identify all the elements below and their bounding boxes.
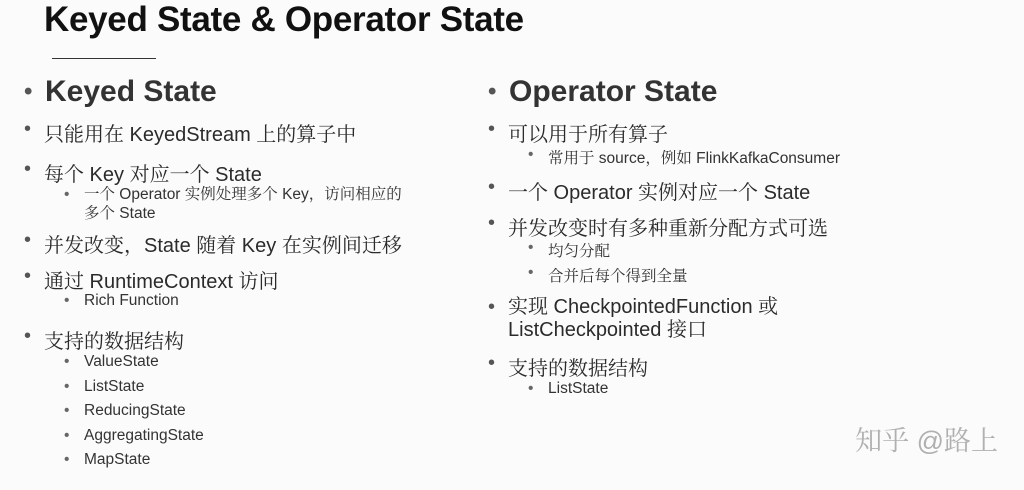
- bullet-icon: •: [528, 239, 534, 256]
- bullet-icon: •: [24, 325, 32, 347]
- sub-list-item-text: AggregatingState: [84, 426, 204, 444]
- bullet-icon: •: [488, 352, 496, 374]
- sub-list-item-text: Rich Function: [84, 292, 179, 309]
- list-item: [24, 229, 494, 265]
- list-item-text: 支持的数据结构: [508, 358, 648, 380]
- sub-list-item-text: 一个 Operator 实例处理多个 Key，访问相应的 多个 State: [84, 186, 402, 222]
- watermark: 知乎 @路上: [855, 426, 998, 456]
- bullet-icon: •: [64, 377, 70, 395]
- sub-list-item: [64, 402, 494, 427]
- sub-list-item: [528, 264, 1008, 296]
- list-item-text: 支持的数据结构: [44, 331, 184, 353]
- list-item-text: 可以用于所有算子: [508, 124, 668, 146]
- sub-list-item-text: ListState: [84, 377, 145, 395]
- bullet-icon: •: [24, 229, 32, 251]
- list-item-text: 实现 CheckpointedFunction 或 ListCheckpointed 接口: [508, 296, 779, 341]
- sub-list-item: [528, 239, 1008, 264]
- bullet-icon: •: [488, 78, 497, 105]
- sub-list-item: [64, 378, 494, 403]
- list-item: [488, 296, 1008, 352]
- bullet-icon: •: [488, 118, 496, 140]
- bullet-icon: •: [488, 212, 496, 234]
- list-item-text: 只能用在 KeyedStream 上的算子中: [44, 124, 357, 146]
- sub-list-item: [64, 292, 494, 325]
- sub-list-item: [528, 146, 1008, 176]
- list-item: [24, 265, 494, 292]
- operator-state-heading-text: Operator State: [509, 75, 718, 108]
- bullet-icon: •: [64, 426, 70, 444]
- title-underline: [52, 58, 156, 59]
- bullet-icon: •: [64, 186, 70, 203]
- sub-list-item-text: MapState: [84, 451, 151, 468]
- list-item-text: 通过 RuntimeContext 访问: [44, 271, 279, 293]
- list-item: [488, 176, 1008, 212]
- sub-list-item-text: 常用于 source，例如 FlinkKafkaConsumer: [548, 150, 840, 167]
- bullet-icon: •: [24, 118, 32, 140]
- bullet-icon: •: [64, 402, 70, 419]
- sub-list-item: [64, 451, 494, 476]
- list-item: [488, 118, 1008, 146]
- keyed-state-column: [24, 70, 494, 476]
- bullet-icon: •: [24, 158, 32, 180]
- list-item: [24, 118, 494, 156]
- list-item-text: 一个 Operator 实例对应一个 State: [508, 182, 811, 204]
- bullet-icon: •: [24, 78, 33, 105]
- list-item-text: 并发改变，State 随着 Key 在实例间迁移: [44, 235, 402, 257]
- bullet-icon: •: [528, 380, 534, 397]
- sub-list-item: [64, 427, 494, 452]
- sub-list-item: [64, 353, 494, 378]
- sub-list-item-text: 合并后每个得到全量: [548, 268, 688, 285]
- sub-list-item-text: ReducingState: [84, 402, 186, 419]
- bullet-icon: •: [64, 292, 70, 309]
- sub-list-item-text: ValueState: [84, 353, 159, 370]
- bullet-icon: •: [488, 176, 496, 198]
- list-item: [24, 325, 494, 353]
- list-item: [488, 352, 1008, 380]
- sub-list-item-text: 均匀分配: [548, 243, 611, 260]
- list-item-text: 并发改变时有多种重新分配方式可选: [508, 218, 828, 240]
- bullet-icon: •: [488, 296, 496, 318]
- list-item-text: 每个 Key 对应一个 State: [44, 164, 262, 186]
- bullet-icon: •: [528, 264, 534, 281]
- operator-state-heading: [488, 70, 1008, 114]
- sub-list-item-text: ListState: [548, 380, 609, 397]
- bullet-icon: •: [64, 451, 70, 468]
- sub-list-item: [528, 380, 1008, 405]
- list-item: [488, 212, 1008, 239]
- keyed-state-heading-text: Keyed State: [45, 75, 217, 108]
- operator-state-column: [488, 70, 1008, 405]
- bullet-icon: •: [528, 146, 534, 163]
- bullet-icon: •: [64, 353, 70, 370]
- bullet-icon: •: [24, 265, 32, 287]
- keyed-state-heading: [24, 70, 494, 114]
- sub-list-item: [64, 185, 494, 229]
- slide-title: Keyed State & Operator State: [44, 0, 524, 39]
- list-item: [24, 158, 494, 185]
